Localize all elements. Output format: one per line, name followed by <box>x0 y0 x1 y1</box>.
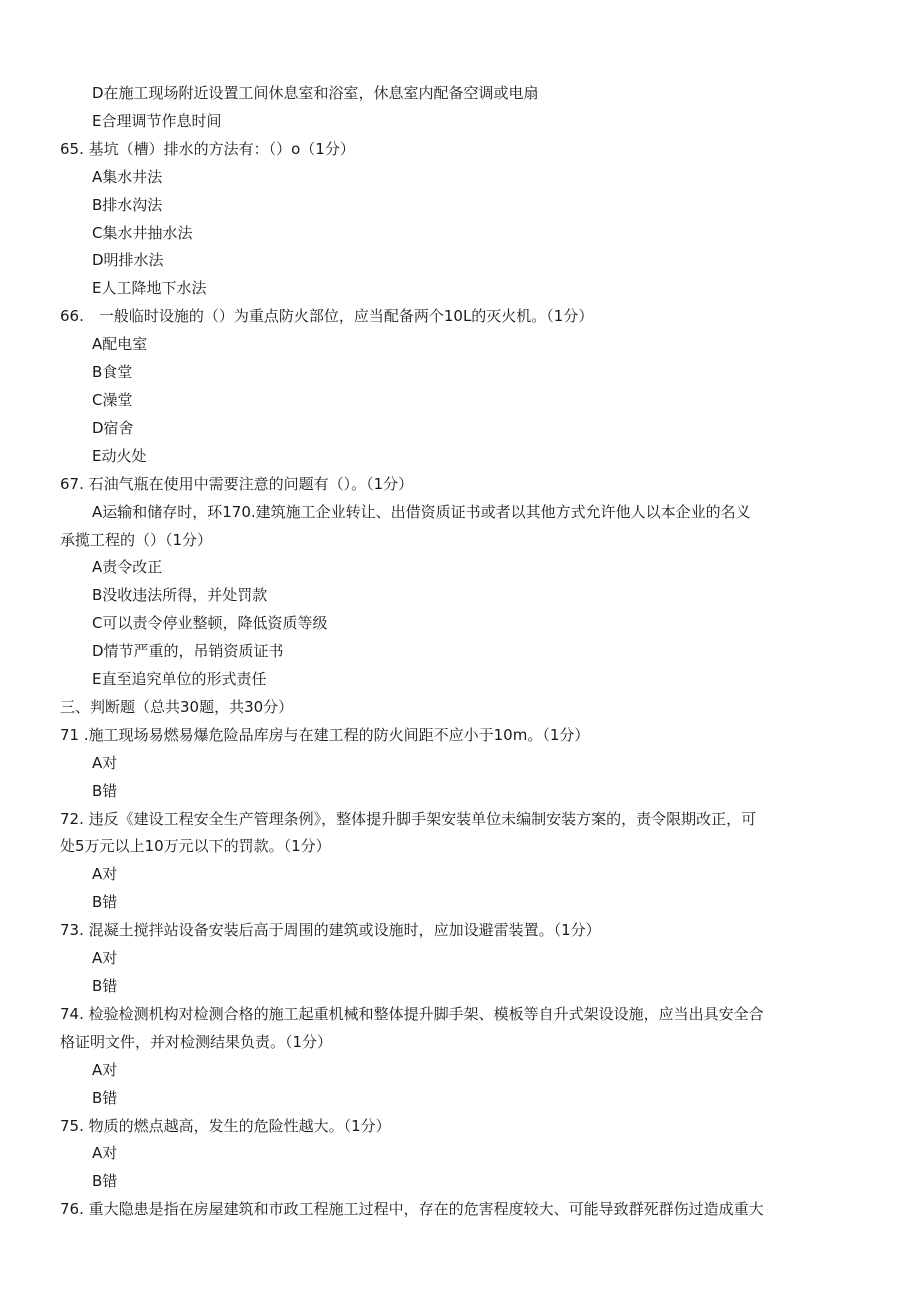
answer-option-line: D情节严重的，吊销资质证书 <box>92 642 284 661</box>
question-text-line: 72. 违反《建设工程安全生产管理条例》，整体提升脚手架安装单位未编制安装方案的，责令限期改正，可 <box>60 809 757 828</box>
question-text-line: 格证明文件，并对检测结果负责。（1分） <box>60 1032 333 1051</box>
answer-option-line: A对 <box>92 1060 118 1079</box>
exam-text-body <box>60 80 840 1224</box>
answer-option-line: B错 <box>92 1172 118 1191</box>
answer-option-line: C可以责令停业整顿，降低资质等级 <box>92 614 328 633</box>
answer-option-line: A配电室 <box>92 335 148 354</box>
answer-option-line: D在施工现场附近设置工间休息室和浴室，休息室内配备空调或电扇 <box>92 84 539 102</box>
answer-option-line: A责令改正 <box>92 558 163 577</box>
question-text-line: 65. 基坑（槽）排水的方法有：（）o（1分） <box>60 139 355 158</box>
question-text-line: 三、判断题（总共30题，共30分） <box>60 697 294 716</box>
answer-option-line: B错 <box>92 781 118 800</box>
question-text-line: 71 .施工现场易燃易爆危险品库房与在建工程的防火间距不应小于10m。（1分） <box>60 725 590 744</box>
answer-option-line: E合理调节作息时间 <box>92 111 222 130</box>
question-text-line: 处5万元以上10万元以下的罚款。（1分） <box>60 837 331 856</box>
question-text-line: 76. 重大隐患是指在房屋建筑和市政工程施工过程中，存在的危害程度较大、可能导致群死群伤过造成重大 <box>60 1200 764 1219</box>
answer-option-line: D明排水法 <box>92 251 164 270</box>
answer-option-line: A运输和储存时，环170.建筑施工企业转让、出借资质证书或者以其他方式允许他人以本企业的名义 <box>92 502 751 521</box>
answer-option-line: B错 <box>92 893 118 912</box>
answer-option-line: A对 <box>92 865 118 884</box>
question-text-line: 67. 石油气瓶在使用中需要注意的问题有（）。（1分） <box>60 474 414 493</box>
answer-option-line: E直至追究单位的形式责任 <box>92 670 267 689</box>
answer-option-line: D宿舍 <box>92 418 134 437</box>
answer-option-line: E人工降地下水法 <box>92 279 207 298</box>
question-text-line: 74. 检验检测机构对检测合格的施工起重机械和整体提升脚手架、模板等自升式架设设施，应当出具安全合 <box>60 1004 764 1023</box>
question-text-line: 66. 一般临时设施的（）为重点防火部位，应当配备两个10L的灭火机。（1分） <box>60 307 594 326</box>
answer-option-line: A对 <box>92 949 118 968</box>
answer-option-line: C澡堂 <box>92 390 133 409</box>
answer-option-line: B排水沟法 <box>92 195 163 214</box>
answer-option-line: B错 <box>92 977 118 995</box>
answer-option-line: B食堂 <box>92 363 133 382</box>
answer-option-line: A对 <box>92 753 118 772</box>
answer-option-line: A对 <box>92 1144 118 1163</box>
answer-option-line: E动火处 <box>92 446 147 465</box>
answer-option-line: B没收违法所得，并处罚款 <box>92 586 268 605</box>
question-text-line: 75. 物质的燃点越高，发生的危险性越大。（1分） <box>60 1116 391 1135</box>
answer-option-line: B错 <box>92 1088 118 1107</box>
question-text-line: 73. 混凝土搅拌站设备安装后高于周围的建筑或设施时，应加设避雷装置。（1分） <box>60 921 601 940</box>
answer-option-line: A集水井法 <box>92 167 163 186</box>
question-text-line: 承揽工程的（）（1分） <box>60 530 213 549</box>
answer-option-line: C集水井抽水法 <box>92 223 193 242</box>
